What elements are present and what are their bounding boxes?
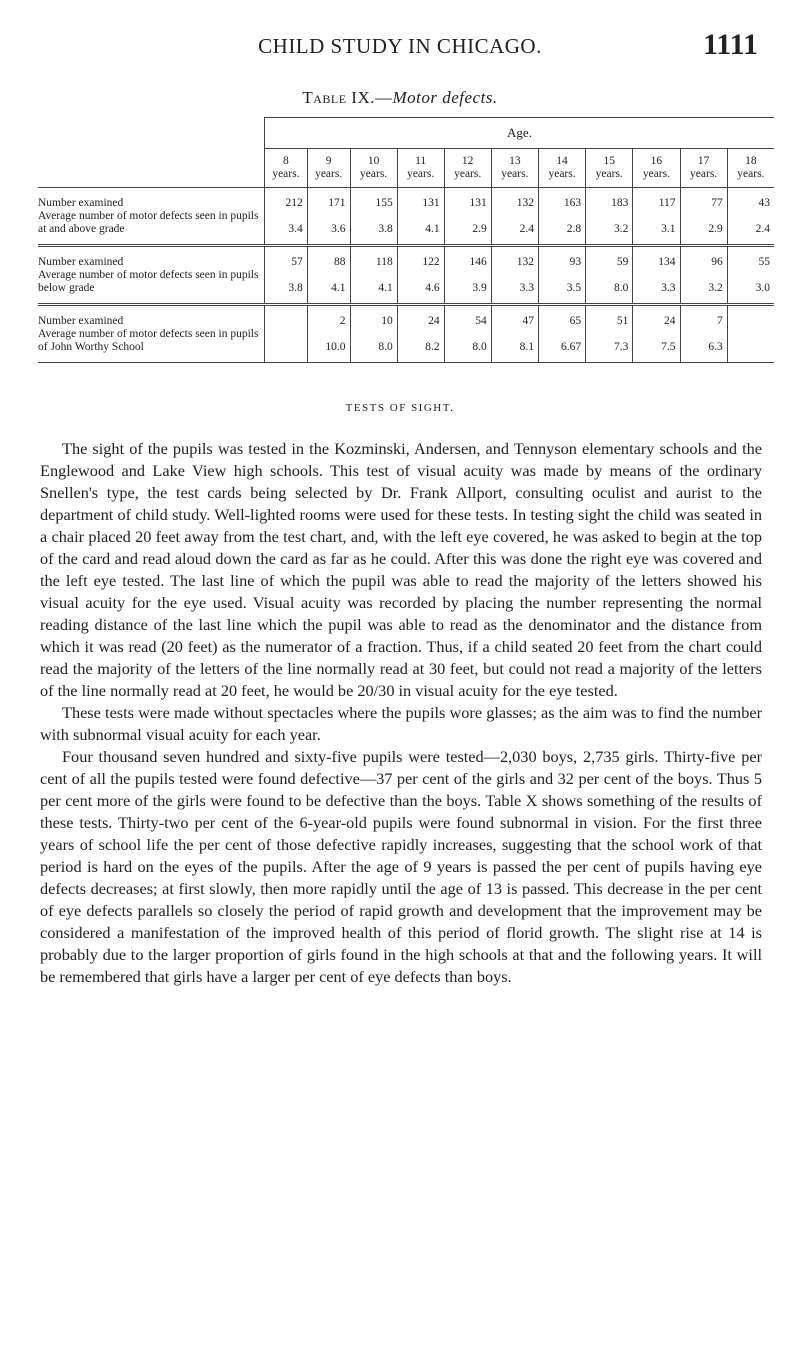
table-cell: 6.67 [538, 328, 585, 363]
table-body [38, 188, 774, 363]
table-cell: 8.0 [444, 328, 491, 363]
number-examined-row [38, 305, 774, 329]
table-cell: 8.0 [350, 328, 397, 363]
table-cell [265, 305, 308, 329]
paragraph-text: The sight of the pupils was tested in the Kozminski, Andersen, and Tennyson elementary schools and the Englewood and Lake View high schools. This test of visual acuity was made by means of the ordinary Snellen's type, the test cards being selected by Dr. Frank Allport, consulting oculist and aurist to the department of child study. Well-lighted rooms were used for these tests. In testing sight the child was seated in a chair placed 20 feet away from the test chart, and, with the left eye covered, he was asked to begin at the top of the card and read aloud down the card as far as he could. After this was done the right eye was covered and the left eye tested. The last line of which the pupil was able to read the majority of the letters showed his visual acuity for the eye used. Visual acuity was recorded by placing the number representing the normal reading distance of the last line which the pupil was able to read as the denominator and the distance from which it was read (20 feet) as the numerator of a fraction. Thus, if a child seated 20 feet from the chart could read the majority of the letters of the line normally read at 30 feet, but could not read a majority of the letters of the line normally read at 20 feet, he would be 20/30 in visual acuity for the eye tested. [40, 439, 762, 700]
table-cell: 3.2 [680, 269, 727, 305]
table-caption-label: Table IX. [302, 88, 375, 107]
table-cell: 146 [444, 246, 491, 270]
row-label: Number examined [38, 246, 265, 270]
table-cell: 96 [680, 246, 727, 270]
table-stub-header [38, 118, 265, 149]
table-cell: 131 [444, 188, 491, 211]
table-cell: 183 [586, 188, 633, 211]
table-cell: 2.4 [727, 210, 774, 246]
year-column-header: 10 years. [350, 149, 397, 188]
paragraph [40, 438, 762, 702]
motor-defects-table [38, 117, 774, 363]
table-cell: 3.3 [633, 269, 680, 305]
table-cell: 117 [633, 188, 680, 211]
average-defects-row [38, 210, 774, 246]
paragraph: Four thousand seven hundred and sixty-five pupils were tested—2,030 boys, 2,735 girls. Thirty-five per cent of all the pupils tested were found defective—37 per cent of the girls and 32 per cent of the boys. Thus 5 per cent more of the girls were found to be defective than the boys. Table X shows something of the results of these tests. Thirty-two per cent of the 6-year-old pupils were found subnormal in vision. For the first three years of school life the per cent of those defective rapidly increases, suggesting that the school work of that period is hard on the eyes of the pupils. After the age of 9 years is passed the per cent of pupils having eye defects decreases; at first slowly, then more rapidly until the age of 13 is passed. This decrease in the per cent of eye defects parallels so closely the period of rapid growth and development that the improvement may be considered a manifestation of the improved health of this period of florid growth. The slight rise at 14 is probably due to the larger proportion of girls found in the high schools at that and the following years. It will be remembered that girls have a larger per cent of eye defects than boys. [40, 747, 762, 986]
table-cell: 2.8 [538, 210, 585, 246]
table-cell: 8.1 [491, 328, 538, 363]
table-cell [727, 305, 774, 329]
table-cell [265, 328, 308, 363]
table-cell: 3.1 [633, 210, 680, 246]
row-label: Average number of motor defects seen in pupils at and above grade [38, 210, 259, 235]
section-heading: TESTS OF SIGHT. [345, 402, 455, 414]
table-cell: 4.1 [307, 269, 350, 305]
year-column-header: 9 years. [307, 149, 350, 188]
table-cell: 51 [586, 305, 633, 329]
paragraph: These tests were made without spectacles where the pupils wore glasses; as the aim was to find the number with subnormal visual acuity for each year. [40, 703, 762, 744]
table-cell: 3.8 [350, 210, 397, 246]
table-cell: 131 [397, 188, 444, 211]
average-defects-row [38, 269, 774, 305]
table-cell: 65 [538, 305, 585, 329]
row-label: Number examined [38, 305, 265, 329]
table-cell: 93 [538, 246, 585, 270]
table-cell: 59 [586, 246, 633, 270]
year-column-header: 8 years. [265, 149, 308, 188]
table-cell: 43 [727, 188, 774, 211]
year-column-header: 11 years. [397, 149, 444, 188]
number-examined-row [38, 188, 774, 211]
table-cell: 3.5 [538, 269, 585, 305]
year-column-header: 18 years. [727, 149, 774, 188]
table-cell: 7 [680, 305, 727, 329]
table-caption-dash: — [374, 88, 393, 107]
table-cell: 77 [680, 188, 727, 211]
table-cell: 55 [727, 246, 774, 270]
year-column-header: 15 years. [586, 149, 633, 188]
table-cell: 4.1 [350, 269, 397, 305]
year-column-header: 17 years. [680, 149, 727, 188]
year-header-row [38, 149, 774, 188]
table-cell [727, 328, 774, 363]
age-group-header: Age. [265, 118, 775, 149]
table-cell: 171 [307, 188, 350, 211]
year-column-header: 16 years. [633, 149, 680, 188]
row-label: Average number of motor defects seen in pupils below grade [38, 269, 259, 294]
table-cell: 163 [538, 188, 585, 211]
running-head-title: CHILD STUDY IN CHICAGO. [258, 34, 542, 58]
year-column-header: 13 years. [491, 149, 538, 188]
table-cell: 2.4 [491, 210, 538, 246]
table-cell: 7.5 [633, 328, 680, 363]
table-cell: 155 [350, 188, 397, 211]
table-cell: 3.9 [444, 269, 491, 305]
page-number: 1111 [702, 28, 758, 61]
year-column-header: 12 years. [444, 149, 491, 188]
table-cell: 134 [633, 246, 680, 270]
table-cell: 118 [350, 246, 397, 270]
year-column-header: 14 years. [538, 149, 585, 188]
table-cell: 2.9 [680, 210, 727, 246]
table-cell: 3.8 [265, 269, 308, 305]
table-caption-title: Motor defects. [392, 88, 498, 107]
table-cell: 3.4 [265, 210, 308, 246]
table-cell: 3.2 [586, 210, 633, 246]
row-label: Average number of motor defects seen in pupils of John Worthy School [38, 328, 265, 363]
table-cell: 122 [397, 246, 444, 270]
body-text [40, 438, 762, 988]
table-cell: 8.0 [586, 269, 633, 305]
number-examined-row [38, 246, 774, 270]
table-cell: 3.3 [491, 269, 538, 305]
table-cell: 88 [307, 246, 350, 270]
table-cell: 132 [491, 188, 538, 211]
table-cell: 57 [265, 246, 308, 270]
table-cell: 10.0 [307, 328, 350, 363]
average-defects-row [38, 328, 774, 363]
table-cell: 4.1 [397, 210, 444, 246]
running-head [0, 28, 800, 68]
table-cell: 6.3 [680, 328, 727, 363]
table-cell: 2 [307, 305, 350, 329]
table-cell: 7.3 [586, 328, 633, 363]
table-cell: 24 [397, 305, 444, 329]
table-cell: 212 [265, 188, 308, 211]
table-cell: 3.6 [307, 210, 350, 246]
table-cell: 54 [444, 305, 491, 329]
table-cell: 132 [491, 246, 538, 270]
table-caption [0, 88, 800, 108]
table-cell: 47 [491, 305, 538, 329]
row-label: Number examined [38, 188, 265, 211]
table-cell: 2.9 [444, 210, 491, 246]
table-cell: 4.6 [397, 269, 444, 305]
table-cell: 10 [350, 305, 397, 329]
table-cell: 24 [633, 305, 680, 329]
table-stub-header [38, 149, 265, 188]
table-cell: 3.0 [727, 269, 774, 305]
table-cell: 8.2 [397, 328, 444, 363]
